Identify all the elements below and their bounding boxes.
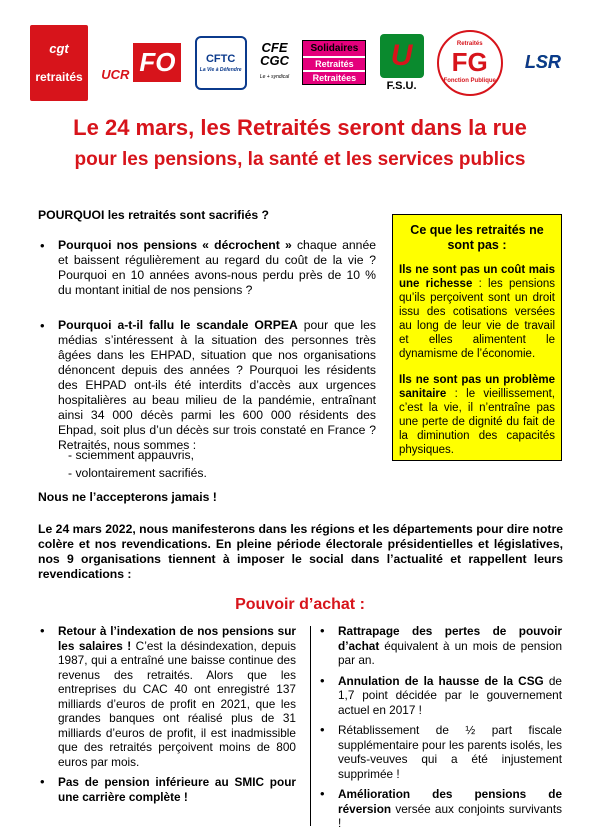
fsu-logo-text: F.S.U. bbox=[386, 79, 417, 92]
left-column bbox=[38, 624, 296, 810]
intro-question-text: POURQUOI les retraités sont sacrifiés ? bbox=[38, 208, 269, 222]
fgr-mark: FG bbox=[451, 47, 488, 77]
left-item-2-bold: Pas de pension inférieure au SMIC pour une carrière complète ! bbox=[58, 775, 296, 804]
cgc-logo-text: CGC bbox=[260, 53, 289, 68]
cgt-retraites-text: retraités bbox=[35, 70, 83, 84]
bullet-orpea-body: pour que les médias s’intéressent à la situation des personnes très âgées dans les EHPAD, situation que nos organisations dénoncent depuis des années ? Pourquoi les résidents des EHPAD ont-ils été interdits d’accès aux urgences hospitalières au beau milieu de la pandémie, entraînant ainsi 34 000 décès parmi les 600 000 résidents des Ehpad, soit plus d’un décès sur trois constaté en France ? Retraités, nous sommes : bbox=[58, 318, 376, 452]
box-p2-bold: Ils ne sont pas un problème sanitaire bbox=[399, 374, 555, 400]
box-p2-body: : le vieillissement, c’est la vie, il n’entraîne pas une perte de dignité du fait de la diminution des capacités physiques. bbox=[399, 388, 555, 456]
bullet-pensions-text bbox=[38, 238, 376, 298]
fsu-mark: U bbox=[380, 34, 424, 78]
bullet-orpea-bold: Pourquoi a-t-il fallu le scandale ORPEA bbox=[58, 318, 298, 332]
lsr-logo-text: LSR bbox=[524, 52, 561, 72]
subheadline: pour les pensions, la santé et les services publics bbox=[74, 149, 526, 170]
box-p1-body: : les pensions qu’ils perçoivent sont un droit issu des cotisations versées au long de leur vie de travail et elles alimentent le dynamisme de l’économie. bbox=[399, 278, 555, 360]
list-item bbox=[318, 787, 562, 831]
box-paragraph-sanitaire bbox=[399, 373, 555, 457]
bullet-orpea bbox=[38, 318, 376, 453]
fgr-bottom-text: Fonction Publique bbox=[443, 78, 496, 84]
never-accept-text: Nous ne l’accepterons jamais ! bbox=[38, 490, 217, 504]
right-item-1-body: équivalent à un mois de pension par an. bbox=[338, 638, 562, 667]
cfe-logo-text: CFE bbox=[261, 40, 288, 55]
retraites-sidebar-box bbox=[392, 214, 562, 461]
cftc-logo bbox=[195, 36, 247, 90]
cfe-cgc-logo bbox=[260, 41, 289, 84]
solidaires-logo bbox=[302, 40, 366, 85]
cftc-tagline: La Vie à Défendre bbox=[199, 66, 242, 73]
announcement bbox=[38, 522, 563, 582]
right-item-4-body: versée aux conjoints survivants ! bbox=[338, 801, 562, 830]
announcement-text: Le 24 mars 2022, nous manifesterons dans les régions et les départements pour dire notre colère et nos revendications. En pleine période électorale présidentielles et législatives, nos 9 organisations tiennent à imposer le social dans l’actualité et rappellent leurs revendications : bbox=[38, 522, 563, 581]
solidaires-logo-text: Solidaires bbox=[303, 41, 365, 56]
headline: Le 24 mars, les Retraités seront dans la rue bbox=[73, 115, 527, 140]
right-column bbox=[318, 624, 562, 837]
right-item-2-bold: Annulation de la hausse de la CSG bbox=[338, 673, 544, 688]
column-divider bbox=[310, 626, 311, 826]
cfe-cgc-tagline: Le + syndical bbox=[259, 74, 290, 80]
cgt-logo-text: cgt bbox=[49, 41, 69, 56]
box-p1-bold: Ils ne sont pas un coût mais une richesse bbox=[399, 264, 555, 290]
list-item bbox=[38, 775, 296, 804]
solidaires-retraitees-text: Retraitées bbox=[303, 72, 365, 84]
list-item bbox=[318, 624, 562, 668]
dash-item-sacrifies: - volontairement sacrifiés. bbox=[68, 466, 207, 480]
never-accept bbox=[38, 490, 378, 505]
list-item bbox=[318, 674, 562, 718]
fsu-logo bbox=[380, 34, 424, 92]
lsr-logo bbox=[516, 39, 570, 87]
right-item-3-body: Rétablissement de ½ part fiscale supplémentaire pour les parents isolés, les veufs-veuves qui a été injustement supprimée ! bbox=[338, 723, 562, 781]
right-item-4-bold: Amélioration des pensions de réversion bbox=[338, 787, 562, 816]
bullet-pensions-bold: Pourquoi nos pensions « décrochent » bbox=[58, 238, 292, 252]
solidaires-retraites-text: Retraités bbox=[303, 58, 365, 70]
dash-list bbox=[38, 448, 338, 481]
box-title: Ce que les retraités ne sont pas : bbox=[410, 223, 544, 252]
right-item-2-body: de 1,7 point décidée par le gouvernement actuel en 2017 ! bbox=[338, 673, 562, 717]
dash-item-appauvris: - sciemment appauvris, bbox=[68, 448, 194, 462]
list-item bbox=[38, 624, 296, 769]
bullet-orpea-text bbox=[38, 318, 376, 453]
intro-question bbox=[38, 208, 378, 223]
right-item-1-bold: Rattrapage des pertes de pouvoir d’achat bbox=[338, 624, 562, 653]
left-item-1-bold: Retour à l’indexation de nos pensions sur les salaires ! bbox=[58, 624, 296, 653]
left-item-1-body: C’est la désindexation, depuis 1987, qui a entraîné une baisse continue des revenus des retraités. Alors que les entreprises du CAC 40 ont enregistré 137 milliards d’euros de profit en 2021, que les grandes banques ont réalisé plus de 31 milliards d’euros de profit, il est inadmissible que des retraités perçoivent moins de 800 euros par mois. bbox=[58, 638, 296, 769]
cftc-logo-text: CFTC bbox=[205, 52, 236, 65]
bullet-pensions bbox=[38, 238, 376, 298]
ucr-logo-text: UCR bbox=[101, 67, 130, 82]
ucr-fo-logo bbox=[101, 43, 181, 82]
box-paragraph-richesse bbox=[399, 263, 555, 361]
list-item bbox=[318, 723, 562, 781]
logo-banner bbox=[30, 20, 570, 105]
section-title-pouvoir-achat: Pouvoir d’achat : bbox=[235, 596, 365, 613]
bullet-pensions-body: chaque année et baissent régulièrement au regard du coût de la vie ? Pourquoi en 10 années avons-nous perdu près de 10 % du montant initial de nos pensions ? bbox=[58, 238, 377, 297]
fgr-top-text: Retraités bbox=[456, 41, 483, 47]
fo-logo-text: FO bbox=[133, 43, 181, 82]
fgr-fp-logo bbox=[437, 30, 503, 96]
cgt-retraites-logo bbox=[30, 25, 88, 101]
